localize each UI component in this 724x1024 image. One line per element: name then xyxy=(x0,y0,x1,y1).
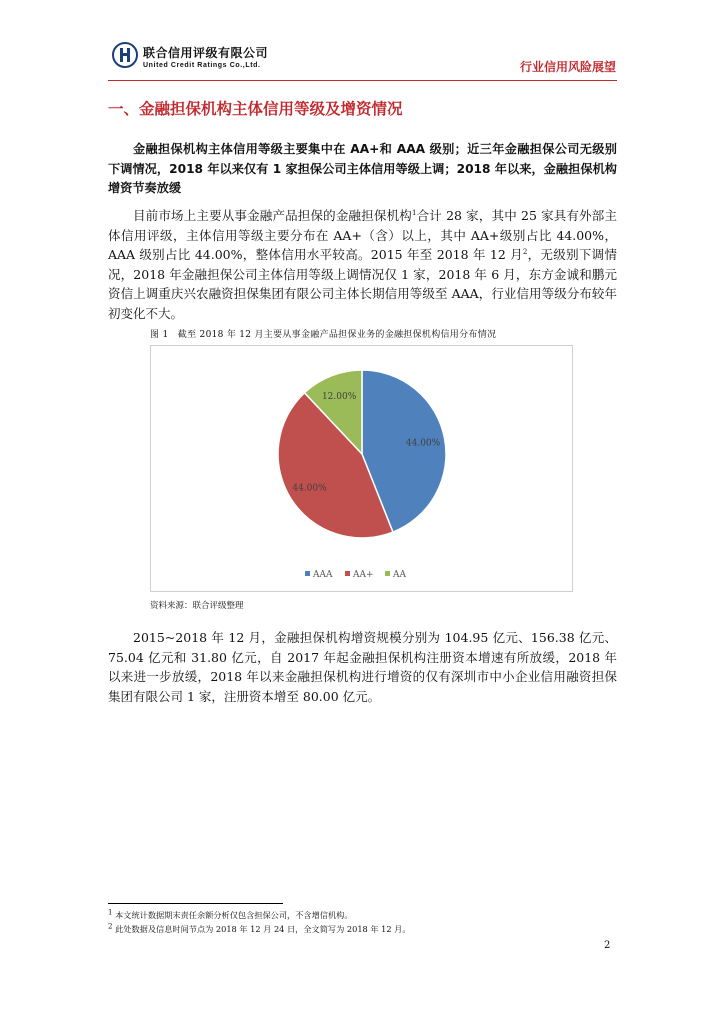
company-name-cn: 联合信用评级有限公司 xyxy=(143,46,269,60)
pie-chart xyxy=(150,345,573,592)
footnote-mark-1: 1 xyxy=(108,908,113,917)
page-number: 2 xyxy=(604,940,611,951)
report-type: 行业信用风险展望 xyxy=(519,60,616,74)
pie-data-label-aa: 12.00% xyxy=(321,392,357,403)
body1-part-c: ，无级别下调情况，2018 年金融担保公司主体信用等级上调情况仅 1 家，2018 年 6 月，东方金诚和鹏元资信上调重庆兴农融资担保集团有限公司主体长期信用等级至 AAA，行业信用等级分布较年初变化不大。 xyxy=(108,247,617,321)
body-paragraph-1 xyxy=(108,206,617,324)
figure-caption: 图 1 截至 2018 年 12 月主要从事金融产品担保业务的金融担保机构信用分布情况 xyxy=(150,330,497,340)
legend-swatch-aa-plus xyxy=(345,571,350,576)
company-logo-icon xyxy=(112,42,138,68)
footnote-1 xyxy=(108,910,353,921)
legend-swatch-aa xyxy=(385,571,390,576)
legend-swatch-aaa xyxy=(305,571,310,576)
figure-source: 资料来源：联合评级整理 xyxy=(150,601,244,611)
lead-paragraph: 金融担保机构主体信用等级主要集中在 AA+和 AAA 级别；近三年金融担保公司无级别下调情况，2018 年以来仅有 1 家担保公司主体信用等级上调；2018 年以来，金融担保机构增资节奏放缓 xyxy=(108,142,617,196)
legend-label-aaa: AAA xyxy=(313,570,333,580)
legend-label-aa: AA xyxy=(393,570,406,580)
footnote-divider xyxy=(108,903,283,904)
body-paragraph-2: 2015~2018 年 12 月，金融担保机构增资规模分别为 104.95 亿元、156.38 亿元、75.04 亿元和 31.80 亿元，自 2017 年起金融担保机构注册资本增速有所放缓，2018 年以来进一步放缓，2018 年以来金融担保机构进行增资的仅有深圳市中小企业信用融资担保集团有限公司 1 家，注册资本增至 80.00 亿元。 xyxy=(108,630,617,704)
footnote-ref-2[interactable]: 2 xyxy=(522,248,528,257)
section-heading: 一、金融担保机构主体信用等级及增资情况 xyxy=(108,100,403,118)
body1-part-a: 目前市场上主要从事金融产品担保的金融担保机构 xyxy=(133,208,412,223)
footnote-ref-1[interactable]: 1 xyxy=(411,208,417,217)
footnote-text-1: 本文统计数据期末责任余额分析仅包含担保公司，不含增信机构。 xyxy=(112,910,353,920)
company-name-en: United Credit Ratings Co.,Ltd. xyxy=(143,62,261,69)
pie-data-label-aaa: 44.00% xyxy=(405,438,441,449)
footnote-text-2: 此处数据及信息时间节点为 2018 年 12 月 24 日，全文简写为 2018 年 12 月。 xyxy=(112,924,411,934)
pie-data-label-aa-plus: 44.00% xyxy=(292,483,327,494)
header-divider xyxy=(108,80,617,81)
legend-label-aa-plus: AA+ xyxy=(353,570,374,580)
footnote-mark-2: 2 xyxy=(108,922,113,931)
pie-chart-svg xyxy=(151,346,572,591)
footnote-2 xyxy=(108,924,411,935)
body1-part-b: 合计 28 家，其中 25 家具有外部主体信用评级，主体信用等级主要分布在 AA+（含）以上，其中 AA+级别占比 44.00%，AAA 级别占比 44.00%，整体信用水平较高。2015 年至 2018 年 12 月 xyxy=(108,208,617,263)
